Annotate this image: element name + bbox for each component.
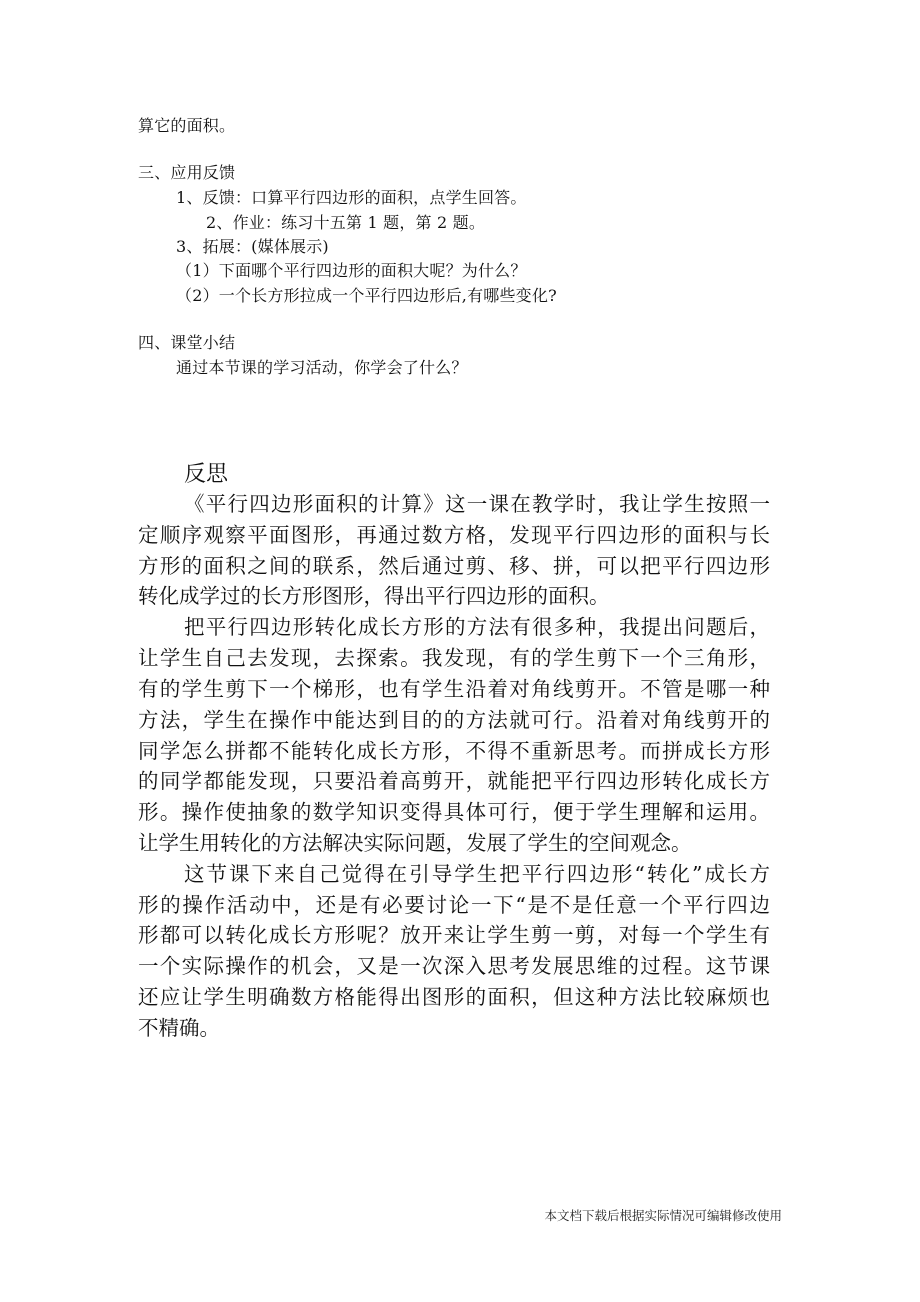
section-heading-summary: 四、课堂小结 (138, 333, 236, 352)
footer-note: 本文档下载后根据实际情况可编辑修改使用 (544, 1208, 782, 1223)
reflection-p3-line: 还应让学生明确数方格能得出图形的面积，但这种方法比较麻烦也 (138, 985, 770, 1009)
item-extension: 3、拓展：(媒体展示) (176, 237, 329, 256)
reflection-p2-line: 同学怎么拼都不能转化成长方形，不得不重新思考。而拼成长方形 (138, 739, 770, 763)
reflection-p2-line: 的同学都能发现，只要沿着高剪开，就能把平行四边形转化成长方 (138, 769, 770, 793)
summary-question: 通过本节课的学习活动，你学会了什么？ (176, 358, 468, 377)
reflection-p2-line: 让学生用转化的方法解决实际问题，发展了学生的空间观念。 (138, 831, 692, 855)
reflection-p1-line: 转化成学过的长方形图形，得出平行四边形的面积。 (138, 584, 610, 608)
reflection-heading: 反思 (184, 462, 229, 487)
reflection-p1-line: 定顺序观察平面图形，再通过数方格，发现平行四边形的面积与长 (138, 523, 770, 547)
reflection-p2-line: 让学生自己去发现，去探索。我发现，有的学生剪下一个三角形， (138, 646, 770, 670)
reflection-p3-line: 形都可以转化成长方形呢？放开来让学生剪一剪，对每一个学生有 (138, 923, 770, 947)
reflection-p3-line: 不精确。 (138, 1016, 220, 1040)
reflection-p1-line: 《平行四边形面积的计算》这一课在教学时，我让学生按照一 (184, 492, 770, 516)
section-heading-application: 三、应用反馈 (138, 163, 236, 182)
reflection-p2-line: 把平行四边形转化成长方形的方法有很多种，我提出问题后， (184, 615, 770, 639)
reflection-p3-line: 这节课下来自己觉得在引导学生把平行四边形“转化”成长方 (184, 862, 770, 886)
reflection-p3-line: 形的操作活动中，还是有必要讨论一下“是不是任意一个平行四边 (138, 893, 770, 917)
extension-question-2: （2）一个长方形拉成一个平行四边形后,有哪些变化? (176, 286, 557, 305)
item-homework: 2、作业：练习十五第 1 题，第 2 题。 (206, 213, 486, 232)
reflection-p3-line: 一个实际操作的机会，又是一次深入思考发展思维的过程。这节课 (138, 954, 770, 978)
item-feedback: 1、反馈：口算平行四边形的面积，点学生回答。 (176, 188, 527, 207)
reflection-p2-line: 方法，学生在操作中能达到目的的方法就可行。沿着对角线剪开的 (138, 708, 770, 732)
extension-question-1: （1）下面哪个平行四边形的面积大呢？为什么？ (176, 261, 527, 280)
reflection-p1-line: 方形的面积之间的联系，然后通过剪、移、拼，可以把平行四边形 (138, 554, 770, 578)
reflection-p2-line: 形。操作使抽象的数学知识变得具体可行，便于学生理解和运用。 (138, 800, 770, 824)
continuation-line: 算它的面积。 (138, 116, 236, 135)
reflection-p2-line: 有的学生剪下一个梯形，也有学生沿着对角线剪开。不管是哪一种 (138, 677, 770, 701)
